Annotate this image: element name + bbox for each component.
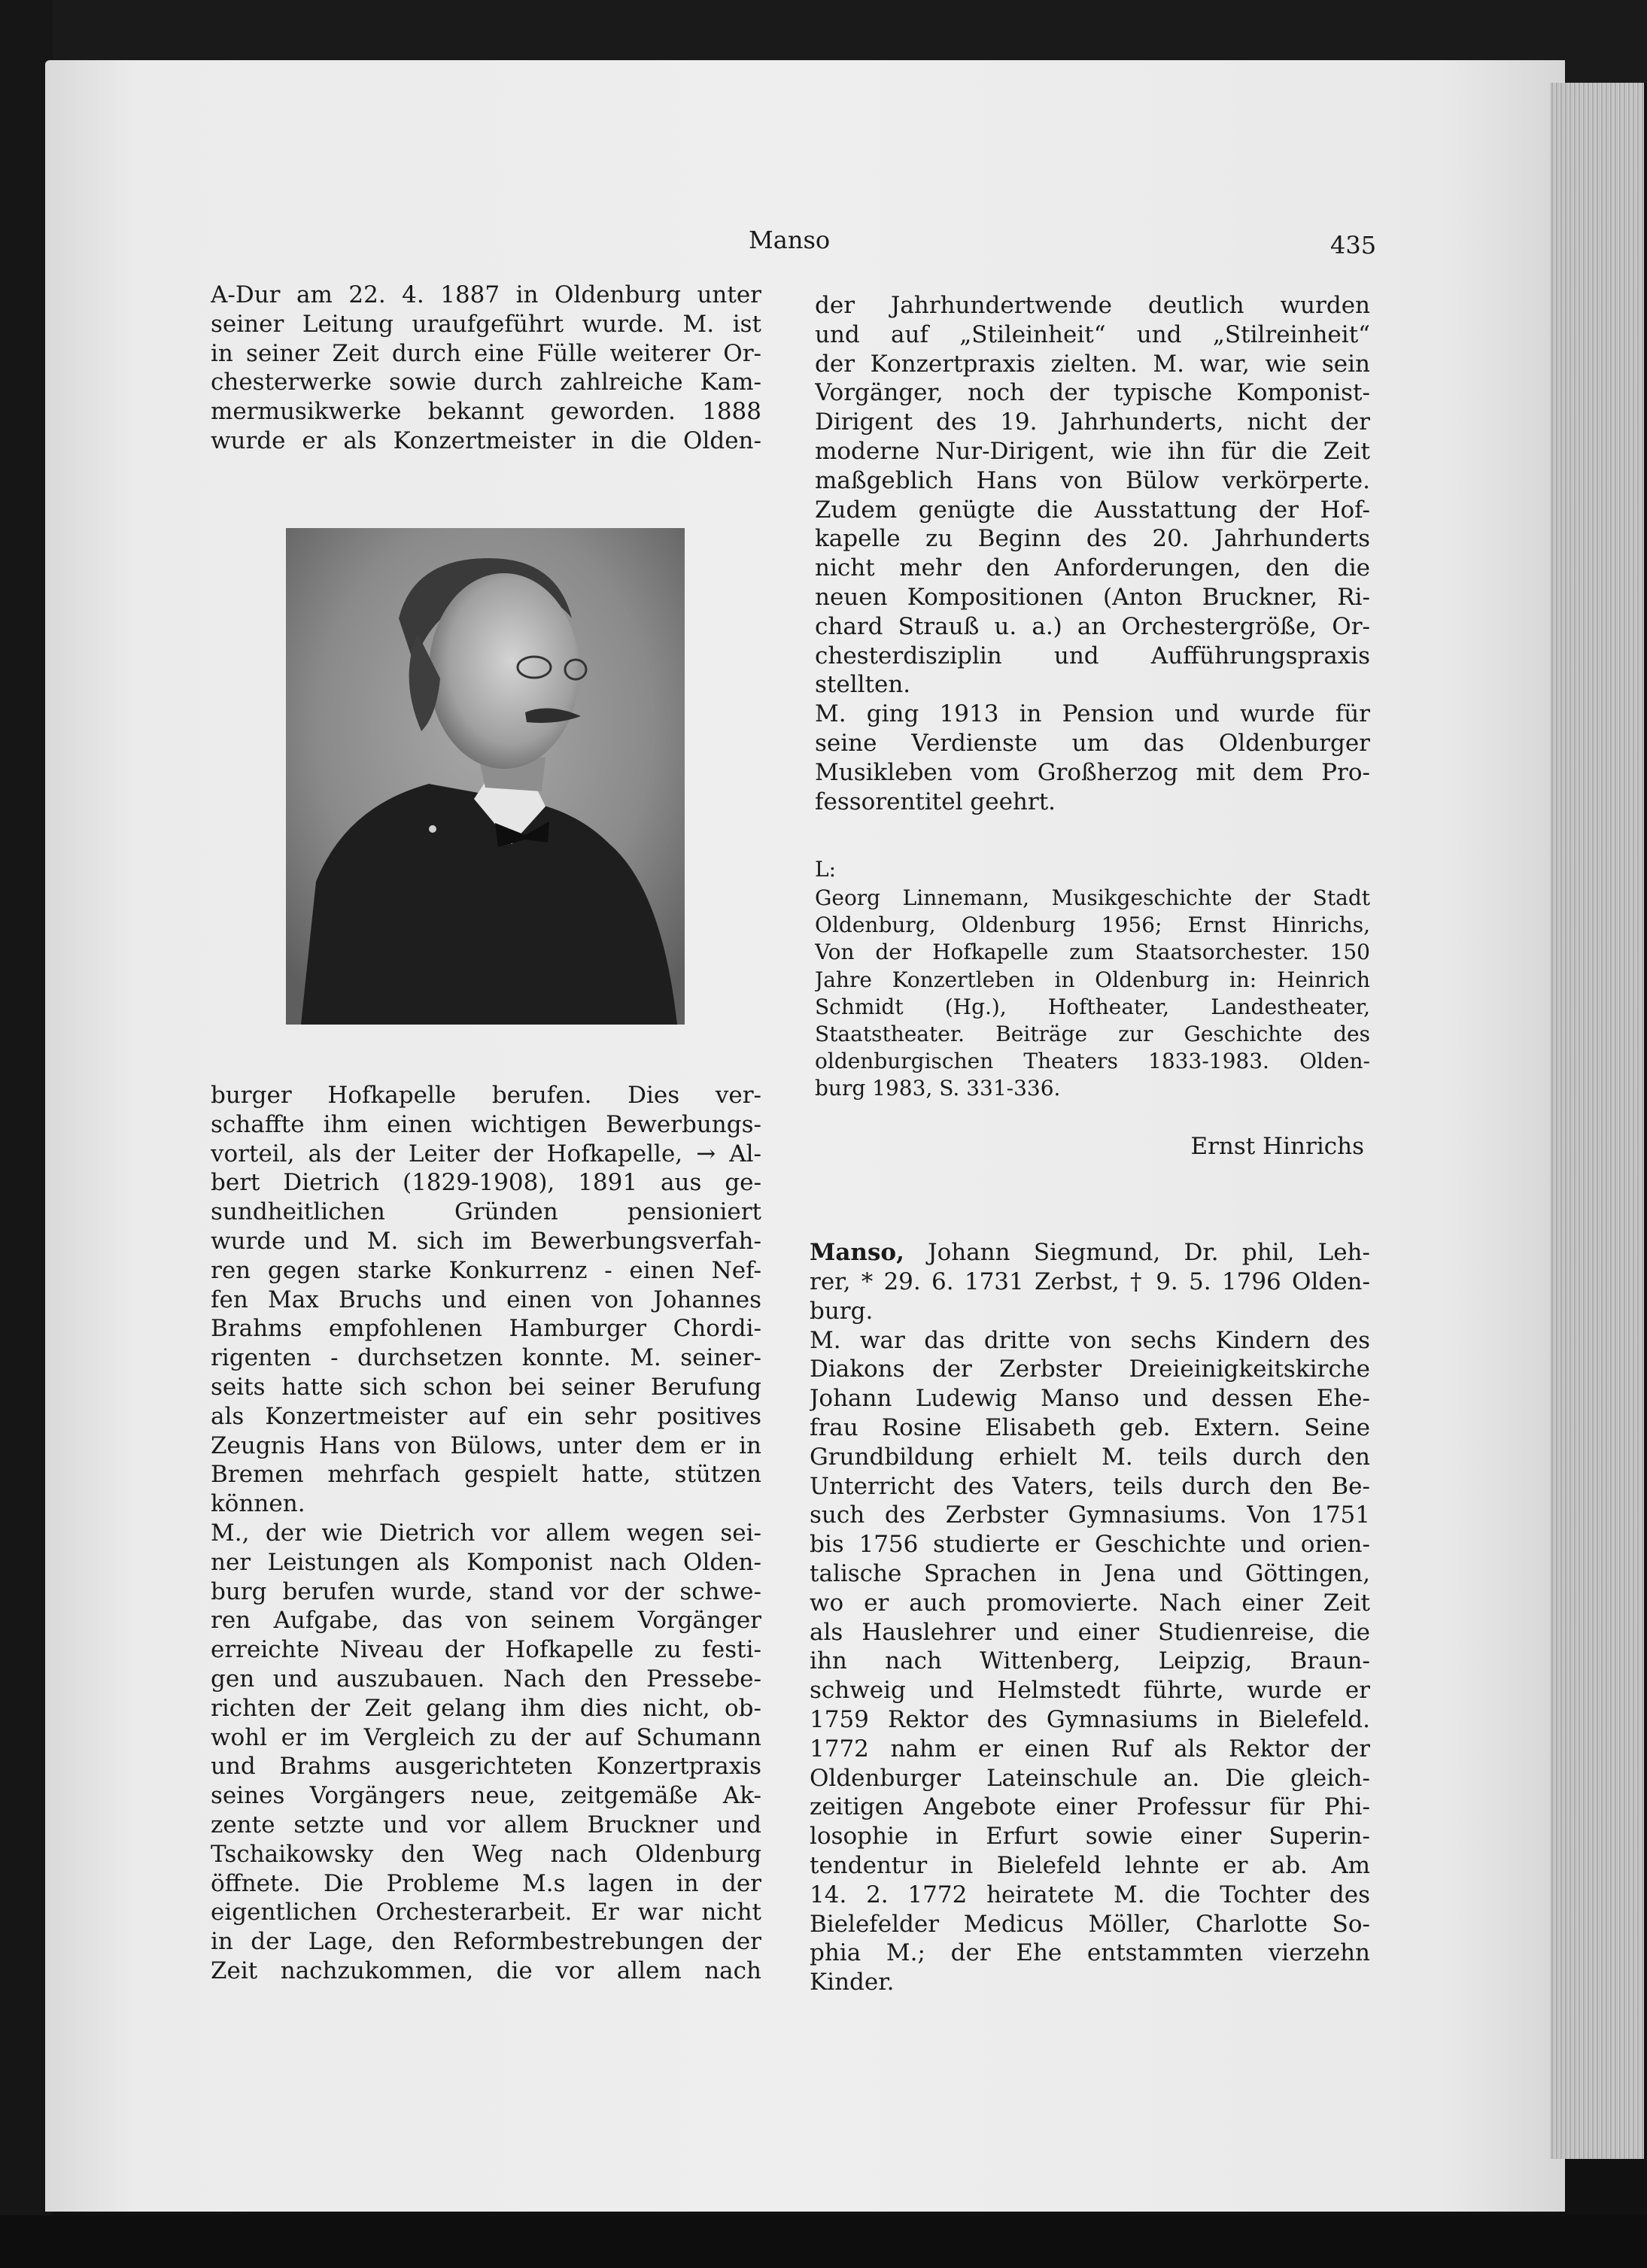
left-column-bottom-text [211, 1081, 761, 1986]
text-line: und Brahms ausgerichteten Konzertpraxis [211, 1753, 761, 1781]
text-line: moderne Nur-Dirigent, wie ihn für die Zeit [815, 437, 1370, 465]
text-line: Kinder. [810, 1969, 895, 1996]
portrait-image [286, 528, 685, 1025]
text-line: neuen Kompositionen (Anton Bruckner, Ri- [815, 583, 1370, 611]
text-line: chesterwerke sowie durch zahlreiche Kam- [211, 369, 761, 396]
text-line: kapelle zu Beginn des 20. Jahrhunderts [815, 525, 1370, 553]
page-edges [1550, 83, 1644, 2159]
text-line: wurde und M. sich im Bewerbungsverfah- [211, 1227, 761, 1255]
text-line: such des Zerbster Gymnasiums. Von 1751 [810, 1501, 1370, 1529]
text-line: burg. [810, 1297, 874, 1325]
text-line: maßgeblich Hans von Bülow verkörperte. [815, 466, 1370, 494]
text-line: M. war das dritte von sechs Kindern des [810, 1326, 1370, 1354]
text-line: als Hauslehrer und einer Studienreise, die [810, 1618, 1370, 1646]
text-line: fen Max Bruchs und einen von Johannes [211, 1286, 761, 1313]
text-line: richten der Zeit gelang ihm dies nicht, ob- [211, 1694, 761, 1722]
text-line: 1772 nahm er einen Ruf als Rektor der [810, 1735, 1370, 1762]
text-line: wo er auch promovierte. Nach einer Zeit [810, 1589, 1370, 1617]
text-line: seits hatte sich schon bei seiner Berufung [211, 1373, 761, 1401]
text-line: M., der wie Dietrich vor allem wegen sei- [211, 1519, 761, 1547]
text-line: bis 1756 studierte er Geschichte und orien- [810, 1531, 1370, 1559]
entry-first-line: Johann Siegmund, Dr. phil, Leh- [904, 1239, 1370, 1266]
text-line: ren gegen starke Konkurrenz - einen Nef- [211, 1256, 761, 1284]
text-line: in der Lage, den Reformbestrebungen der [211, 1928, 761, 1956]
text-line: Musikleben vom Großherzog mit dem Pro- [815, 758, 1370, 786]
text-line: talische Sprachen in Jena und Göttingen, [810, 1559, 1370, 1587]
text-line: frau Rosine Elisabeth geb. Extern. Seine [810, 1413, 1370, 1441]
literature-label: L: [815, 857, 837, 882]
text-line: Vorgänger, noch der typische Komponist- [815, 379, 1370, 407]
text-line: Zudem genügte die Ausstattung der Hof- [815, 496, 1370, 524]
text-line: chard Strauß u. a.) an Orchestergröße, Or- [815, 612, 1370, 640]
text-line: schweig und Helmstedt führte, wurde er [810, 1677, 1370, 1705]
text-line: tendentur in Bielefeld lehnte er ab. Am [810, 1851, 1370, 1879]
text-line: Bremen mehrfach gespielt hatte, stützen [211, 1461, 761, 1489]
text-line: burg berufen wurde, stand vor der schwe- [211, 1577, 761, 1605]
text-line: fessorentitel geehrt. [815, 788, 1056, 815]
text-line: Dirigent des 19. Jahrhunderts, nicht der [815, 408, 1370, 436]
text-line: ner Leistungen als Komponist nach Olden- [211, 1548, 761, 1576]
text-line: seines Vorgängers neue, zeitgemäße Ak- [211, 1782, 761, 1810]
text-line: Diakons der Zerbster Dreieinigkeitskirche [810, 1356, 1370, 1383]
article-author: Ernst Hinrichs [1190, 1133, 1364, 1160]
text-line: Johann Ludewig Manso und dessen Ehe- [810, 1385, 1370, 1413]
text-line: phia M.; der Ehe entstammten vierzehn [810, 1939, 1370, 1967]
text-line: burger Hofkapelle berufen. Dies ver- [211, 1082, 761, 1109]
text-line: rigenten - durchsetzen konnte. M. seiner- [211, 1344, 761, 1372]
text-line: Georg Linnemann, Musikgeschichte der Stadt [815, 885, 1370, 910]
text-line: vorteil, als der Leiter der Hofkapelle, → Al- [211, 1140, 761, 1167]
entry-name: Manso, [810, 1239, 904, 1266]
text-line: gen und auszubauen. Nach den Pressebe- [211, 1665, 761, 1693]
page-number: 435 [1330, 231, 1377, 260]
text-line: ren Aufgabe, das von seinem Vorgänger [211, 1607, 761, 1635]
text-line: als Konzertmeister auf ein sehr positives [211, 1402, 761, 1430]
text-line: ihn nach Wittenberg, Leipzig, Braun- [810, 1647, 1370, 1675]
text-line: eigentlichen Orchesterarbeit. Er war nicht [211, 1899, 761, 1926]
scan-background-bottom [0, 2215, 1647, 2268]
text-line: Staatstheater. Beiträge zur Geschichte des [815, 1021, 1370, 1046]
text-line: mermusikwerke bekannt geworden. 1888 [211, 398, 761, 426]
text-line: oldenburgischen Theaters 1833-1983. Olden- [815, 1049, 1370, 1074]
text-line: der Jahrhundertwende deutlich wurden [815, 292, 1370, 319]
text-line: Schmidt (Hg.), Hoftheater, Landestheater, [815, 994, 1370, 1019]
text-line: und auf „Stileinheit“ und „Stilreinheit“ [815, 320, 1370, 348]
text-line: A-Dur am 22. 4. 1887 in Oldenburg unter [211, 281, 761, 308]
text-line: Tschaikowsky den Weg nach Oldenburg [211, 1840, 761, 1868]
text-line: 1759 Rektor des Gymnasiums in Bielefeld. [810, 1705, 1370, 1733]
portrait-photo [286, 528, 685, 1025]
text-line: M. ging 1913 in Pension und wurde für [815, 700, 1370, 728]
text-line: in seiner Zeit durch eine Fülle weiterer Or- [211, 339, 761, 367]
text-line: losophie in Erfurt sowie einer Superin- [810, 1823, 1370, 1851]
left-column-top-text [211, 281, 761, 456]
right-column-text [815, 291, 1370, 816]
text-line: erreichte Niveau der Hofkapelle zu festi- [211, 1636, 761, 1664]
text-line: Bielefelder Medicus Möller, Charlotte So- [810, 1910, 1370, 1938]
text-line: burg 1983, S. 331-336. [815, 1076, 1061, 1101]
text-line: zente setzte und vor allem Bruckner und [211, 1811, 761, 1838]
text-line: Von der Hofkapelle zum Staatsorchester. 150 [815, 940, 1370, 965]
text-line: Oldenburger Lateinschule an. Die gleich- [810, 1764, 1370, 1792]
text-line: Oldenburg, Oldenburg 1956; Ernst Hinrichs, [815, 912, 1370, 938]
text-line: stellten. [815, 671, 911, 699]
text-line: können. [211, 1490, 305, 1518]
text-line: nicht mehr den Anforderungen, den die [815, 554, 1370, 582]
text-line: zeitigen Angebote einer Professur für Phi- [810, 1793, 1370, 1821]
text-line: schaffte ihm einen wichtigen Bewerbungs- [211, 1110, 761, 1138]
literature-list [815, 885, 1370, 1103]
text-line: bert Dietrich (1829-1908), 1891 aus ge- [211, 1169, 761, 1197]
entry-body-text [810, 1268, 1370, 1997]
text-line: öffnete. Die Probleme M.s lagen in der [211, 1869, 761, 1897]
text-line: Brahms empfohlenen Hamburger Chordi- [211, 1315, 761, 1343]
text-line: wohl er im Vergleich zu der auf Schumann [211, 1723, 761, 1751]
text-line: Jahre Konzertleben in Oldenburg in: Heinrich [815, 967, 1370, 992]
text-line: rer, * 29. 6. 1731 Zerbst, † 9. 5. 1796 Olden- [810, 1268, 1370, 1295]
text-line: seiner Leitung uraufgeführt wurde. M. ist [211, 310, 761, 338]
text-line: Zeugnis Hans von Bülows, unter dem er in [211, 1432, 761, 1459]
text-line: Grundbildung erhielt M. teils durch den [810, 1443, 1370, 1471]
text-line: Unterricht des Vaters, teils durch den Be- [810, 1472, 1370, 1500]
text-line: 14. 2. 1772 heiratete M. die Tochter des [810, 1881, 1370, 1908]
text-line: der Konzertpraxis zielten. M. war, wie sein [815, 350, 1370, 378]
entry-heading-line [810, 1238, 1370, 1268]
text-line: chesterdisziplin und Aufführungspraxis [815, 642, 1370, 669]
running-head: Manso [749, 226, 831, 254]
text-line: seine Verdienste um das Oldenburger [815, 729, 1370, 757]
text-line: wurde er als Konzertmeister in die Olden- [211, 427, 761, 454]
text-line: sundheitlichen Gründen pensioniert [211, 1198, 761, 1226]
text-line: Zeit nachzukommen, die vor allem nach [211, 1957, 761, 1984]
